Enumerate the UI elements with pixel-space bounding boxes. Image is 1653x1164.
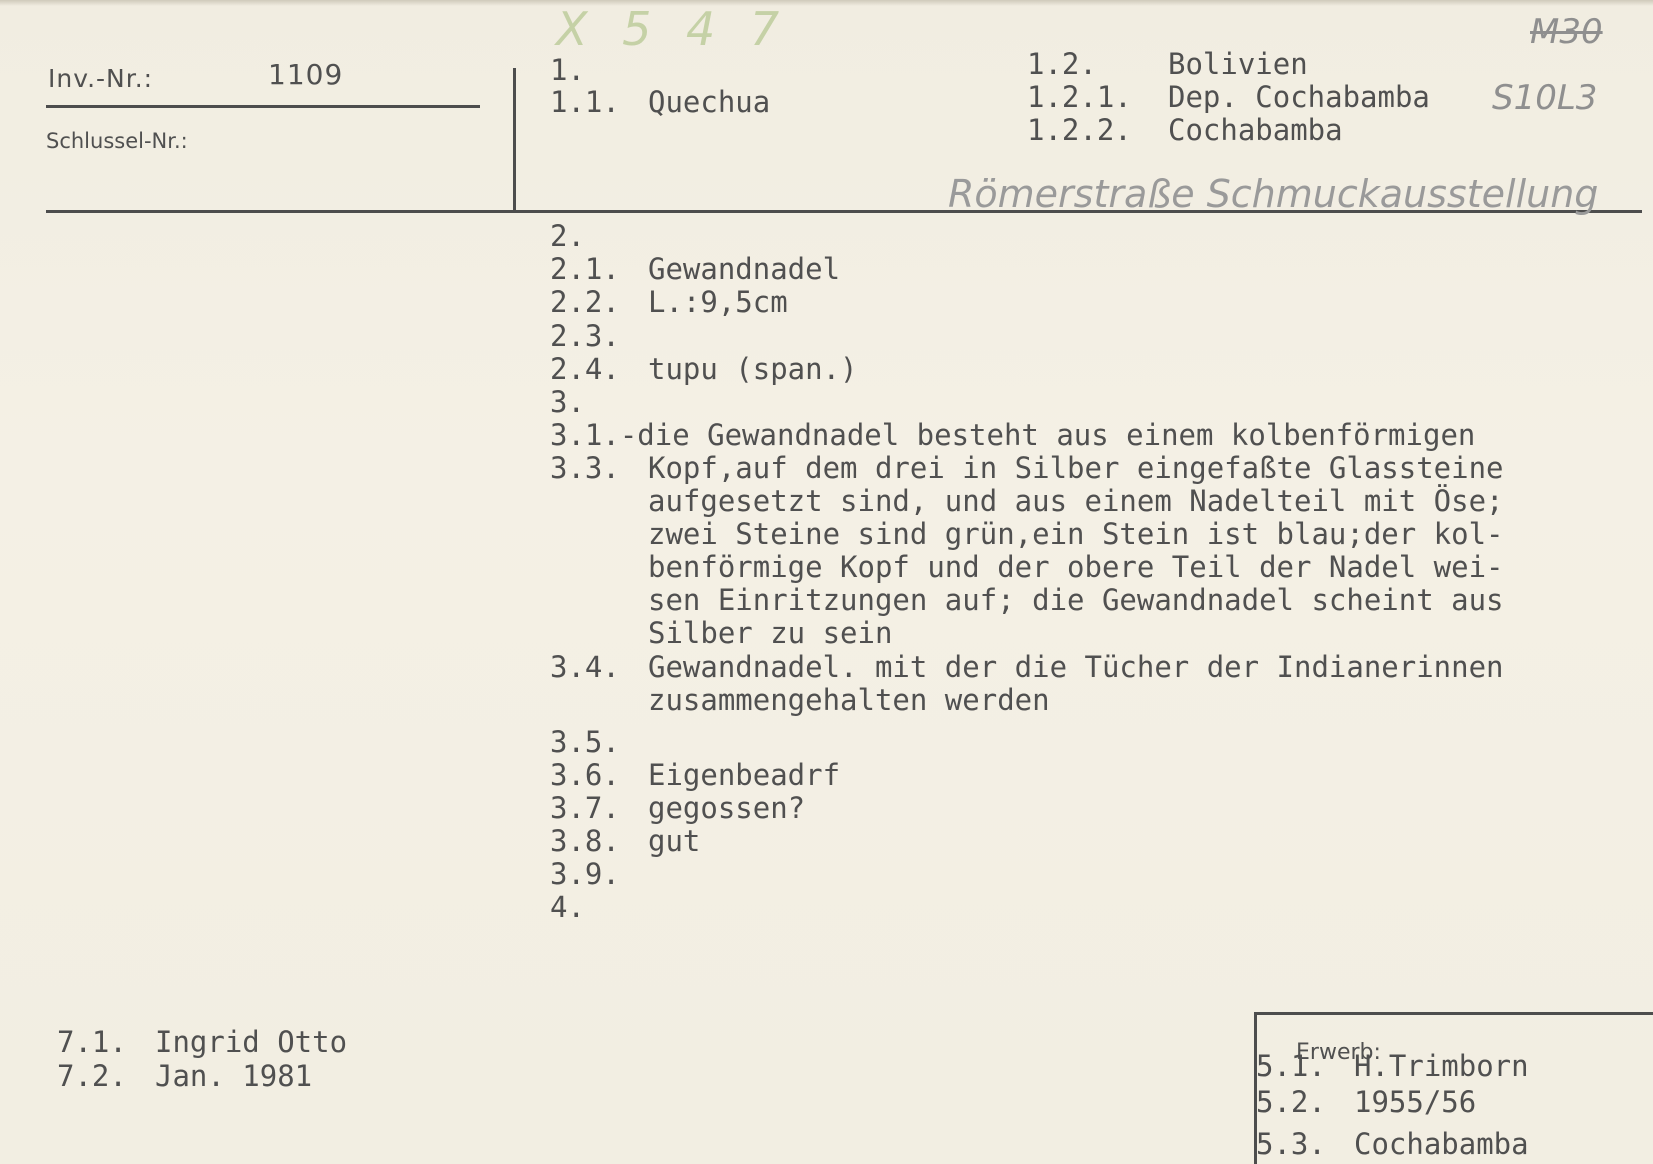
header-divider <box>513 68 516 210</box>
field-3-1: 3.1.-die Gewandnadel besteht aus einem kolbenförmigen <box>550 418 1476 452</box>
field-3-3-cont-4: sen Einritzungen auf; die Gewandnadel scheint aus <box>648 583 1504 617</box>
field-2-4: 2.4. tupu (span.) <box>550 352 858 386</box>
pencil-mark-s-number: S10L3 <box>1492 78 1598 118</box>
inv-nr-label: Inv.-Nr.: <box>48 64 154 93</box>
field-3-3: 3.3. Kopf,auf dem drei in Silber eingefaßte Glassteine <box>550 451 1504 485</box>
field-1-2-1: 1.2.1. Dep. Cochabamba <box>1027 80 1430 114</box>
erwerb-box-top <box>1254 1012 1653 1015</box>
field-5-2: 5.2. 1955/56 <box>1256 1085 1477 1119</box>
field-1-1: 1.1. Quechua <box>550 85 771 119</box>
field-1-2: 1.2. Bolivien <box>1027 47 1308 81</box>
field-1-2-2: 1.2.2. Cochabamba <box>1027 113 1343 147</box>
field-3-6: 3.6. Eigenbeadrf <box>550 758 841 792</box>
field-3-8: 3.8. gut <box>550 824 701 858</box>
pencil-mark-exhibition: Römerstraße Schmuckausstellung <box>948 172 1599 216</box>
field-2-2: 2.2. L.:9,5cm <box>550 285 788 319</box>
field-2: 2. <box>550 219 585 253</box>
pencil-mark-top: X 5 4 7 <box>556 2 790 56</box>
field-7-1: 7.1. Ingrid Otto <box>57 1025 348 1059</box>
field-1: 1. <box>550 53 585 87</box>
field-3-9: 3.9. <box>550 857 620 891</box>
field-7-2: 7.2. Jan. 1981 <box>57 1059 313 1093</box>
field-3-7: 3.7. gegossen? <box>550 791 806 825</box>
field-3-5: 3.5. <box>550 725 620 759</box>
field-5-1: 5.1. H.Trimborn <box>1256 1049 1529 1083</box>
field-5-3: 5.3. Cochabamba <box>1256 1127 1529 1161</box>
card-top-edge <box>0 0 1653 6</box>
field-3-4: 3.4. Gewandnadel. mit der die Tücher der Indianerinnen <box>550 650 1504 684</box>
pencil-mark-corner: M30 <box>1530 12 1603 52</box>
field-3-3-cont-1: aufgesetzt sind, und aus einem Nadelteil mit Öse; <box>648 484 1504 518</box>
erwerb-label: Erwerb: <box>1296 1040 1381 1065</box>
field-3-3-cont-3: benförmige Kopf und der obere Teil der Nadel wei- <box>648 550 1504 584</box>
field-2-3: 2.3. <box>550 319 620 353</box>
inv-nr-value: 1109 <box>268 58 344 91</box>
field-4: 4. <box>550 890 585 924</box>
field-3: 3. <box>550 385 585 419</box>
schluessel-nr-label: Schlussel-Nr.: <box>46 129 188 153</box>
inv-underline <box>46 105 480 108</box>
field-2-1: 2.1. Gewandnadel <box>550 252 841 286</box>
field-3-3-cont-2: zwei Steine sind grün,ein Stein ist blau;der kol- <box>648 517 1504 551</box>
field-3-4-cont: zusammengehalten werden <box>648 683 1050 717</box>
field-3-3-cont-5: Silber zu sein <box>648 616 893 650</box>
